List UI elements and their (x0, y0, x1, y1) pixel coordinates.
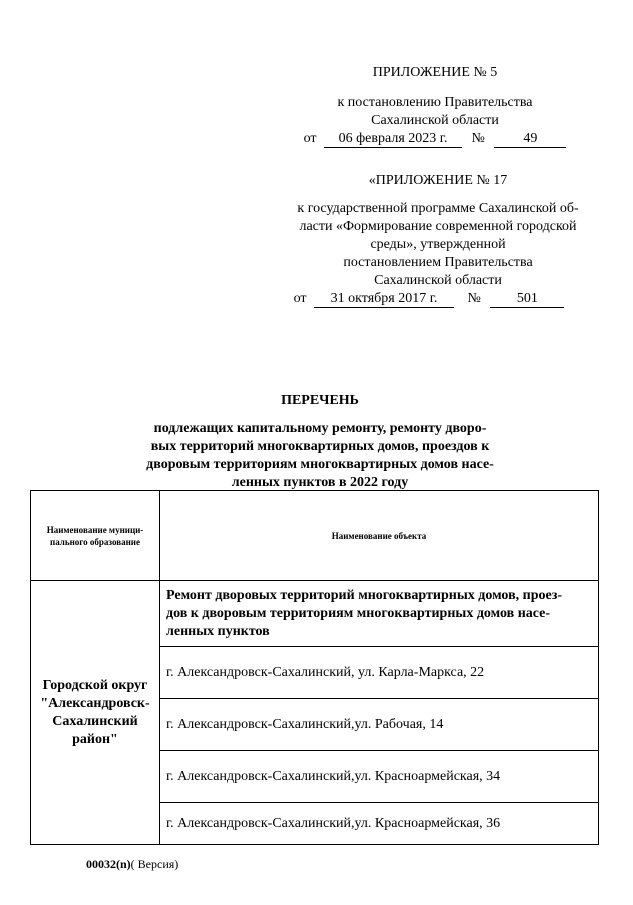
column-header-object: Наименование объекта (160, 491, 599, 581)
appendix-line: ласти «Формирование современной городской (299, 219, 577, 234)
decree-number: 49 (494, 131, 566, 148)
appendix-line: Сахалинской области (371, 113, 499, 128)
object-cell: г. Александровск-Сахалинский,ул. Рабочая, 14 (160, 699, 599, 751)
object-cell: г. Александровск-Сахалинский,ул. Красноармейская, 36 (160, 803, 599, 845)
page-title: ПЕРЕЧЕНЬ (281, 393, 359, 408)
heading-line: подлежащих капитальному ремонту, ремонту дворо- (153, 421, 487, 436)
column-header-municipality: Наименование муници- пального образование (31, 491, 160, 581)
decree-date-row (265, 290, 593, 308)
appendix-line: постановлением Правительства (343, 255, 533, 270)
appendix-line: среды», утвержденной (370, 237, 506, 252)
decree-date-row (290, 130, 580, 148)
date-prefix: от (293, 291, 307, 306)
table-row (31, 581, 599, 647)
appendix-line: Сахалинской области (374, 273, 502, 288)
table-header-row (31, 491, 599, 581)
appendix-current (290, 64, 580, 148)
document-footer (86, 857, 178, 872)
heading-line: дворовым территориям многоквартирных домов насе- (146, 457, 494, 472)
appendix-title: ПРИЛОЖЕНИЕ № 5 (372, 65, 498, 80)
object-cell: г. Александровск-Сахалинский,ул. Красноармейская, 34 (160, 751, 599, 803)
decree-date: 06 февраля 2023 г. (324, 131, 462, 148)
heading-line: вых территорий многоквартирных домов, проездов к (150, 439, 490, 454)
objects-table (30, 490, 599, 845)
group-title-cell: Ремонт дворовых территорий многоквартирных домов, проез- дов к дворовым территориям многоквартирных домов насе- ленных пунктов (160, 581, 599, 647)
document-version: ( Версия) (130, 857, 179, 871)
object-cell: г. Александровск-Сахалинский, ул. Карла-Маркса, 22 (160, 647, 599, 699)
document-heading (120, 392, 520, 492)
number-prefix: № (471, 131, 485, 146)
appendix-original (283, 172, 593, 308)
decree-number: 501 (490, 291, 564, 308)
number-prefix: № (467, 291, 481, 306)
date-prefix: от (303, 131, 317, 146)
appendix-line: к государственной программе Сахалинской об- (297, 201, 579, 216)
municipality-cell: Городской округ "Александровск- Сахалинский район" (31, 581, 160, 845)
appendix-line: к постановлению Правительства (337, 95, 533, 110)
appendix-title: «ПРИЛОЖЕНИЕ № 17 (368, 173, 508, 188)
document-code: 00032(n) (86, 857, 131, 871)
heading-line: ленных пунктов в 2022 году (231, 475, 409, 490)
decree-date: 31 октября 2017 г. (314, 291, 454, 308)
